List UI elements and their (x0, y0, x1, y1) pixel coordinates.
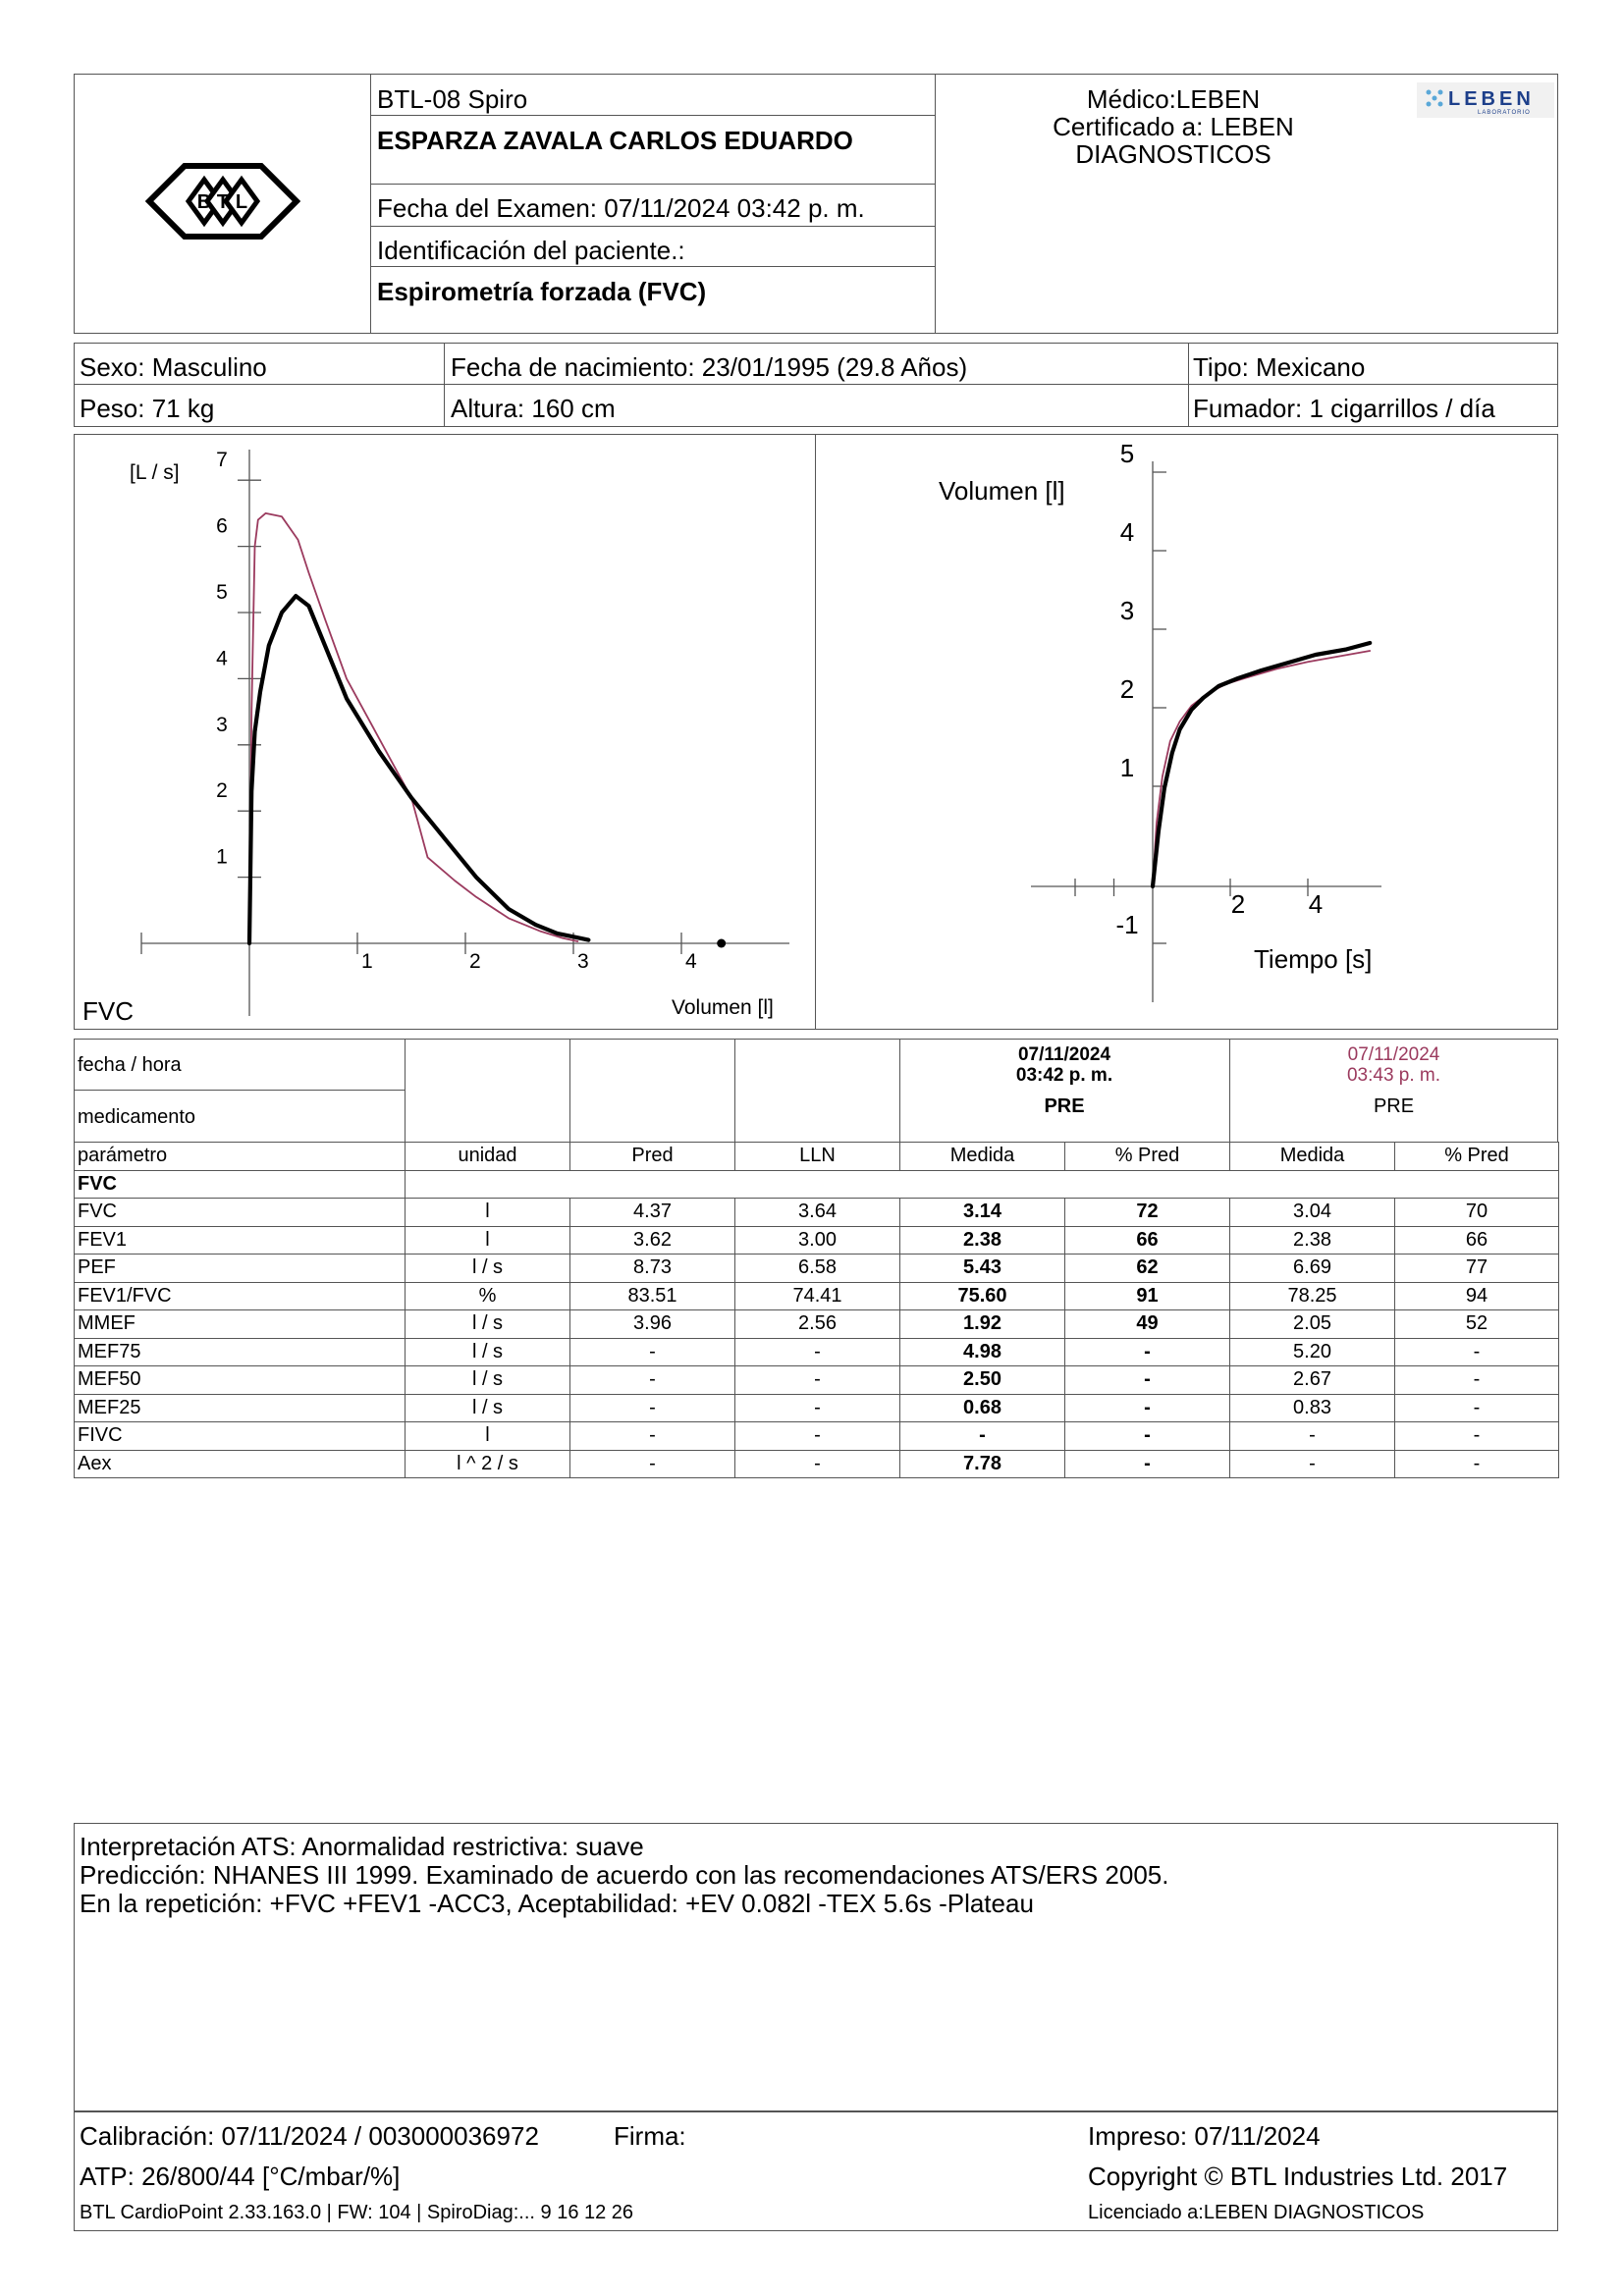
copyright-text: Copyright © BTL Industries Ltd. 2017 (1088, 2162, 1508, 2191)
x-tick-label: 2 (1230, 889, 1246, 919)
table-cell: 7.78 (900, 1450, 1065, 1478)
table-cell: l / s (406, 1366, 570, 1395)
parameter-name: Aex (75, 1450, 406, 1478)
table-cell: - (1395, 1422, 1559, 1451)
header-rule-3 (370, 226, 935, 227)
header-divider-right (935, 74, 936, 334)
table-row (75, 1450, 1559, 1478)
signature-label: Firma: (614, 2121, 686, 2151)
table-cell: 2.67 (1230, 1366, 1395, 1395)
table-cell: 4.98 (900, 1338, 1065, 1366)
leben-logo (1417, 82, 1554, 118)
table-cell: 62 (1065, 1255, 1230, 1283)
exam-date: Fecha del Examen: 07/11/2024 03:42 p. m. (377, 193, 865, 223)
header-rule-1 (370, 115, 935, 116)
y-tick-label: 7 (216, 449, 228, 472)
table-cell: 77 (1395, 1255, 1559, 1283)
software-version: BTL CardioPoint 2.33.163.0 | FW: 104 | SpiroDiag:... 9 16 12 26 (80, 2202, 634, 2223)
btl-logo-l: L (235, 191, 248, 213)
table-cell: l (406, 1199, 570, 1227)
y-tick-label: 4 (1119, 517, 1135, 547)
parameter-name: PEF (75, 1255, 406, 1283)
results-header-div-3 (734, 1039, 735, 1143)
table-cell: 49 (1065, 1310, 1230, 1339)
table-cell: l (406, 1422, 570, 1451)
btl-logo (145, 162, 300, 240)
y-tick-label: 3 (216, 713, 228, 736)
x-tick-label: 4 (1308, 889, 1324, 919)
column-header: LLN (735, 1143, 900, 1171)
y-tick-label: 1 (1119, 753, 1135, 782)
ethnicity-field: Tipo: Mexicano (1193, 352, 1366, 382)
patient-info-rule (74, 384, 1558, 385)
table-cell: 74.41 (735, 1282, 900, 1310)
parameter-name: FEV1/FVC (75, 1282, 406, 1310)
charts-divider (815, 434, 816, 1030)
table-cell: - (570, 1338, 735, 1366)
table-cell: l / s (406, 1394, 570, 1422)
table-row (75, 1226, 1559, 1255)
table-cell: 6.69 (1230, 1255, 1395, 1283)
test1-date: 07/11/2024 (1017, 1044, 1111, 1065)
table-header-row (75, 1143, 1559, 1171)
interpretation-line-1: Interpretación ATS: Anormalidad restrictiva: suave (80, 1832, 644, 1861)
table-cell: 6.58 (735, 1255, 900, 1283)
table-cell: l / s (406, 1255, 570, 1283)
table-cell: - (1065, 1450, 1230, 1478)
table-cell: 3.64 (735, 1199, 900, 1227)
table-cell: - (1065, 1366, 1230, 1395)
column-header: Medida (1230, 1143, 1395, 1171)
row-label-fecha: fecha / hora (78, 1054, 182, 1076)
y-tick-label: 6 (216, 514, 228, 538)
column-header: unidad (406, 1143, 570, 1171)
sex-field: Sexo: Masculino (80, 352, 267, 382)
test2-phase: PRE (1373, 1095, 1415, 1117)
table-row (75, 1422, 1559, 1451)
y-axis-label: [L / s] (130, 461, 180, 484)
table-cell: 70 (1395, 1199, 1559, 1227)
height-field: Altura: 160 cm (451, 394, 616, 423)
flow-curve-test1 (249, 596, 588, 943)
column-header: % Pred (1395, 1143, 1559, 1171)
test1-time: 03:42 p. m. (1015, 1065, 1113, 1086)
patient-info-div-1 (444, 343, 445, 427)
results-header-div-2 (569, 1039, 570, 1143)
header-rule-4 (370, 266, 935, 267)
patient-name: ESPARZA ZAVALA CARLOS EDUARDO (377, 126, 853, 155)
predicted-fvc-marker (717, 939, 726, 948)
atp-text: ATP: 26/800/44 [°C/mbar/%] (80, 2162, 401, 2191)
header-rule-2 (370, 184, 935, 185)
table-cell: - (735, 1422, 900, 1451)
y-axis-label: Volumen [l] (939, 476, 1065, 506)
table-cell: l / s (406, 1338, 570, 1366)
interpretation-line-2: Predicción: NHANES III 1999. Examinado de acuerdo con las recomendaciones ATS/ERS 2005. (80, 1860, 1169, 1890)
table-cell: 2.38 (900, 1226, 1065, 1255)
table-row (75, 1338, 1559, 1366)
test2-time: 03:43 p. m. (1346, 1065, 1441, 1086)
table-cell: 2.56 (735, 1310, 900, 1339)
column-header: parámetro (75, 1143, 406, 1171)
table-row (75, 1366, 1559, 1395)
x-axis-label: Tiempo [s] (1254, 944, 1373, 974)
table-cell: 0.83 (1230, 1394, 1395, 1422)
table-cell: 91 (1065, 1282, 1230, 1310)
section-filler (406, 1170, 1559, 1199)
y-tick-label: -1 (1115, 910, 1139, 939)
table-cell: 2.50 (900, 1366, 1065, 1395)
calibration-text: Calibración: 07/11/2024 / 003000036972 (80, 2121, 539, 2151)
birth-date-field: Fecha de nacimiento: 23/01/1995 (29.8 Años) (451, 352, 968, 382)
table-cell: - (1230, 1450, 1395, 1478)
parameter-name: MMEF (75, 1310, 406, 1339)
table-cell: 3.00 (735, 1226, 900, 1255)
table-cell: 78.25 (1230, 1282, 1395, 1310)
certified-line-2: DIAGNOSTICOS (1075, 139, 1271, 169)
x-tick-label: 2 (469, 950, 481, 973)
table-cell: - (735, 1366, 900, 1395)
parameter-name: FIVC (75, 1422, 406, 1451)
table-cell: 3.62 (570, 1226, 735, 1255)
table-cell: 0.68 (900, 1394, 1065, 1422)
table-cell: - (900, 1422, 1065, 1451)
printed-date: Impreso: 07/11/2024 (1088, 2121, 1321, 2151)
table-cell: 66 (1065, 1226, 1230, 1255)
y-tick-label: 1 (216, 845, 228, 869)
table-cell: 52 (1395, 1310, 1559, 1339)
patient-id: Identificación del paciente.: (377, 236, 685, 265)
table-cell: - (570, 1422, 735, 1451)
table-row (75, 1282, 1559, 1310)
x-tick-label: 4 (685, 950, 697, 973)
table-cell: - (735, 1338, 900, 1366)
x-tick-label: 1 (361, 950, 373, 973)
leben-logo-text: LEBEN (1448, 88, 1535, 110)
volume-curve-test1 (1153, 643, 1370, 886)
table-cell: l / s (406, 1310, 570, 1339)
table-cell: 1.92 (900, 1310, 1065, 1339)
column-header: % Pred (1065, 1143, 1230, 1171)
table-cell: 2.38 (1230, 1226, 1395, 1255)
test2-date: 07/11/2024 (1347, 1044, 1440, 1065)
table-cell: 5.20 (1230, 1338, 1395, 1366)
y-tick-label: 4 (216, 647, 228, 670)
table-cell: - (1395, 1394, 1559, 1422)
row-label-medicamento: medicamento (78, 1106, 196, 1128)
btl-logo-t: T (216, 191, 230, 213)
table-cell: - (1065, 1394, 1230, 1422)
table-row (75, 1310, 1559, 1339)
smoker-field: Fumador: 1 cigarrillos / día (1193, 394, 1495, 423)
parameter-name: MEF50 (75, 1366, 406, 1395)
table-cell: 5.43 (900, 1255, 1065, 1283)
patient-info-div-2 (1188, 343, 1189, 427)
parameter-name: MEF75 (75, 1338, 406, 1366)
column-header: Medida (900, 1143, 1065, 1171)
btl-logo-b: B (196, 191, 212, 213)
results-header-div-1 (405, 1039, 406, 1143)
interpretation-line-3: En la repetición: +FVC +FEV1 -ACC3, Aceptabilidad: +EV 0.082l -TEX 5.6s -Plateau (80, 1889, 1034, 1918)
table-cell: 2.05 (1230, 1310, 1395, 1339)
table-cell: 3.96 (570, 1310, 735, 1339)
table-row (75, 1394, 1559, 1422)
table-cell: - (1395, 1366, 1559, 1395)
results-table (74, 1142, 1559, 1478)
table-cell: 94 (1395, 1282, 1559, 1310)
table-cell: - (1395, 1338, 1559, 1366)
table-section-row (75, 1170, 1559, 1199)
table-cell: - (1065, 1338, 1230, 1366)
weight-field: Peso: 71 kg (80, 394, 215, 423)
y-tick-label: 5 (216, 581, 228, 604)
flow-volume-chart (75, 435, 814, 1029)
chart-title-fvc: FVC (82, 996, 134, 1026)
table-row (75, 1199, 1559, 1227)
table-cell: l (406, 1226, 570, 1255)
table-cell: - (735, 1394, 900, 1422)
table-cell: % (406, 1282, 570, 1310)
test-type: Espirometría forzada (FVC) (377, 277, 707, 306)
volume-time-chart (817, 435, 1557, 1029)
table-row (75, 1255, 1559, 1283)
table-cell: 3.14 (900, 1199, 1065, 1227)
table-cell: - (1065, 1422, 1230, 1451)
results-header-rule (74, 1090, 405, 1091)
table-cell: 8.73 (570, 1255, 735, 1283)
flow-curve-test2 (249, 513, 577, 943)
table-cell: 83.51 (570, 1282, 735, 1310)
volume-curve-test2 (1153, 651, 1370, 886)
y-tick-label: 2 (216, 779, 228, 803)
leben-logo-sub: LABORATORIO (1478, 110, 1531, 116)
x-tick-label: 3 (577, 950, 589, 973)
table-cell: 4.37 (570, 1199, 735, 1227)
header-divider-left (370, 74, 371, 334)
table-cell: - (570, 1450, 735, 1478)
licensed-to: Licenciado a:LEBEN DIAGNOSTICOS (1088, 2202, 1425, 2223)
table-cell: - (1395, 1450, 1559, 1478)
y-tick-label: 5 (1119, 439, 1135, 468)
parameter-name: FEV1 (75, 1226, 406, 1255)
table-cell: - (1230, 1422, 1395, 1451)
table-cell: - (570, 1394, 735, 1422)
test1-phase: PRE (1044, 1095, 1085, 1117)
x-axis-label: Volumen [l] (672, 996, 774, 1019)
y-tick-label: 2 (1119, 674, 1135, 704)
doctor-label: Médico:LEBEN (1086, 84, 1261, 114)
table-cell: 72 (1065, 1199, 1230, 1227)
table-cell: - (735, 1450, 900, 1478)
table-cell: 3.04 (1230, 1199, 1395, 1227)
parameter-name: FVC (75, 1199, 406, 1227)
device-name: BTL-08 Spiro (377, 84, 528, 114)
table-cell: 66 (1395, 1226, 1559, 1255)
parameter-name: MEF25 (75, 1394, 406, 1422)
column-header: Pred (570, 1143, 735, 1171)
y-tick-label: 3 (1119, 596, 1135, 625)
table-cell: l ^ 2 / s (406, 1450, 570, 1478)
section-label: FVC (75, 1170, 406, 1199)
table-cell: - (570, 1366, 735, 1395)
certified-line-1: Certificado a: LEBEN (1053, 112, 1294, 141)
table-cell: 75.60 (900, 1282, 1065, 1310)
